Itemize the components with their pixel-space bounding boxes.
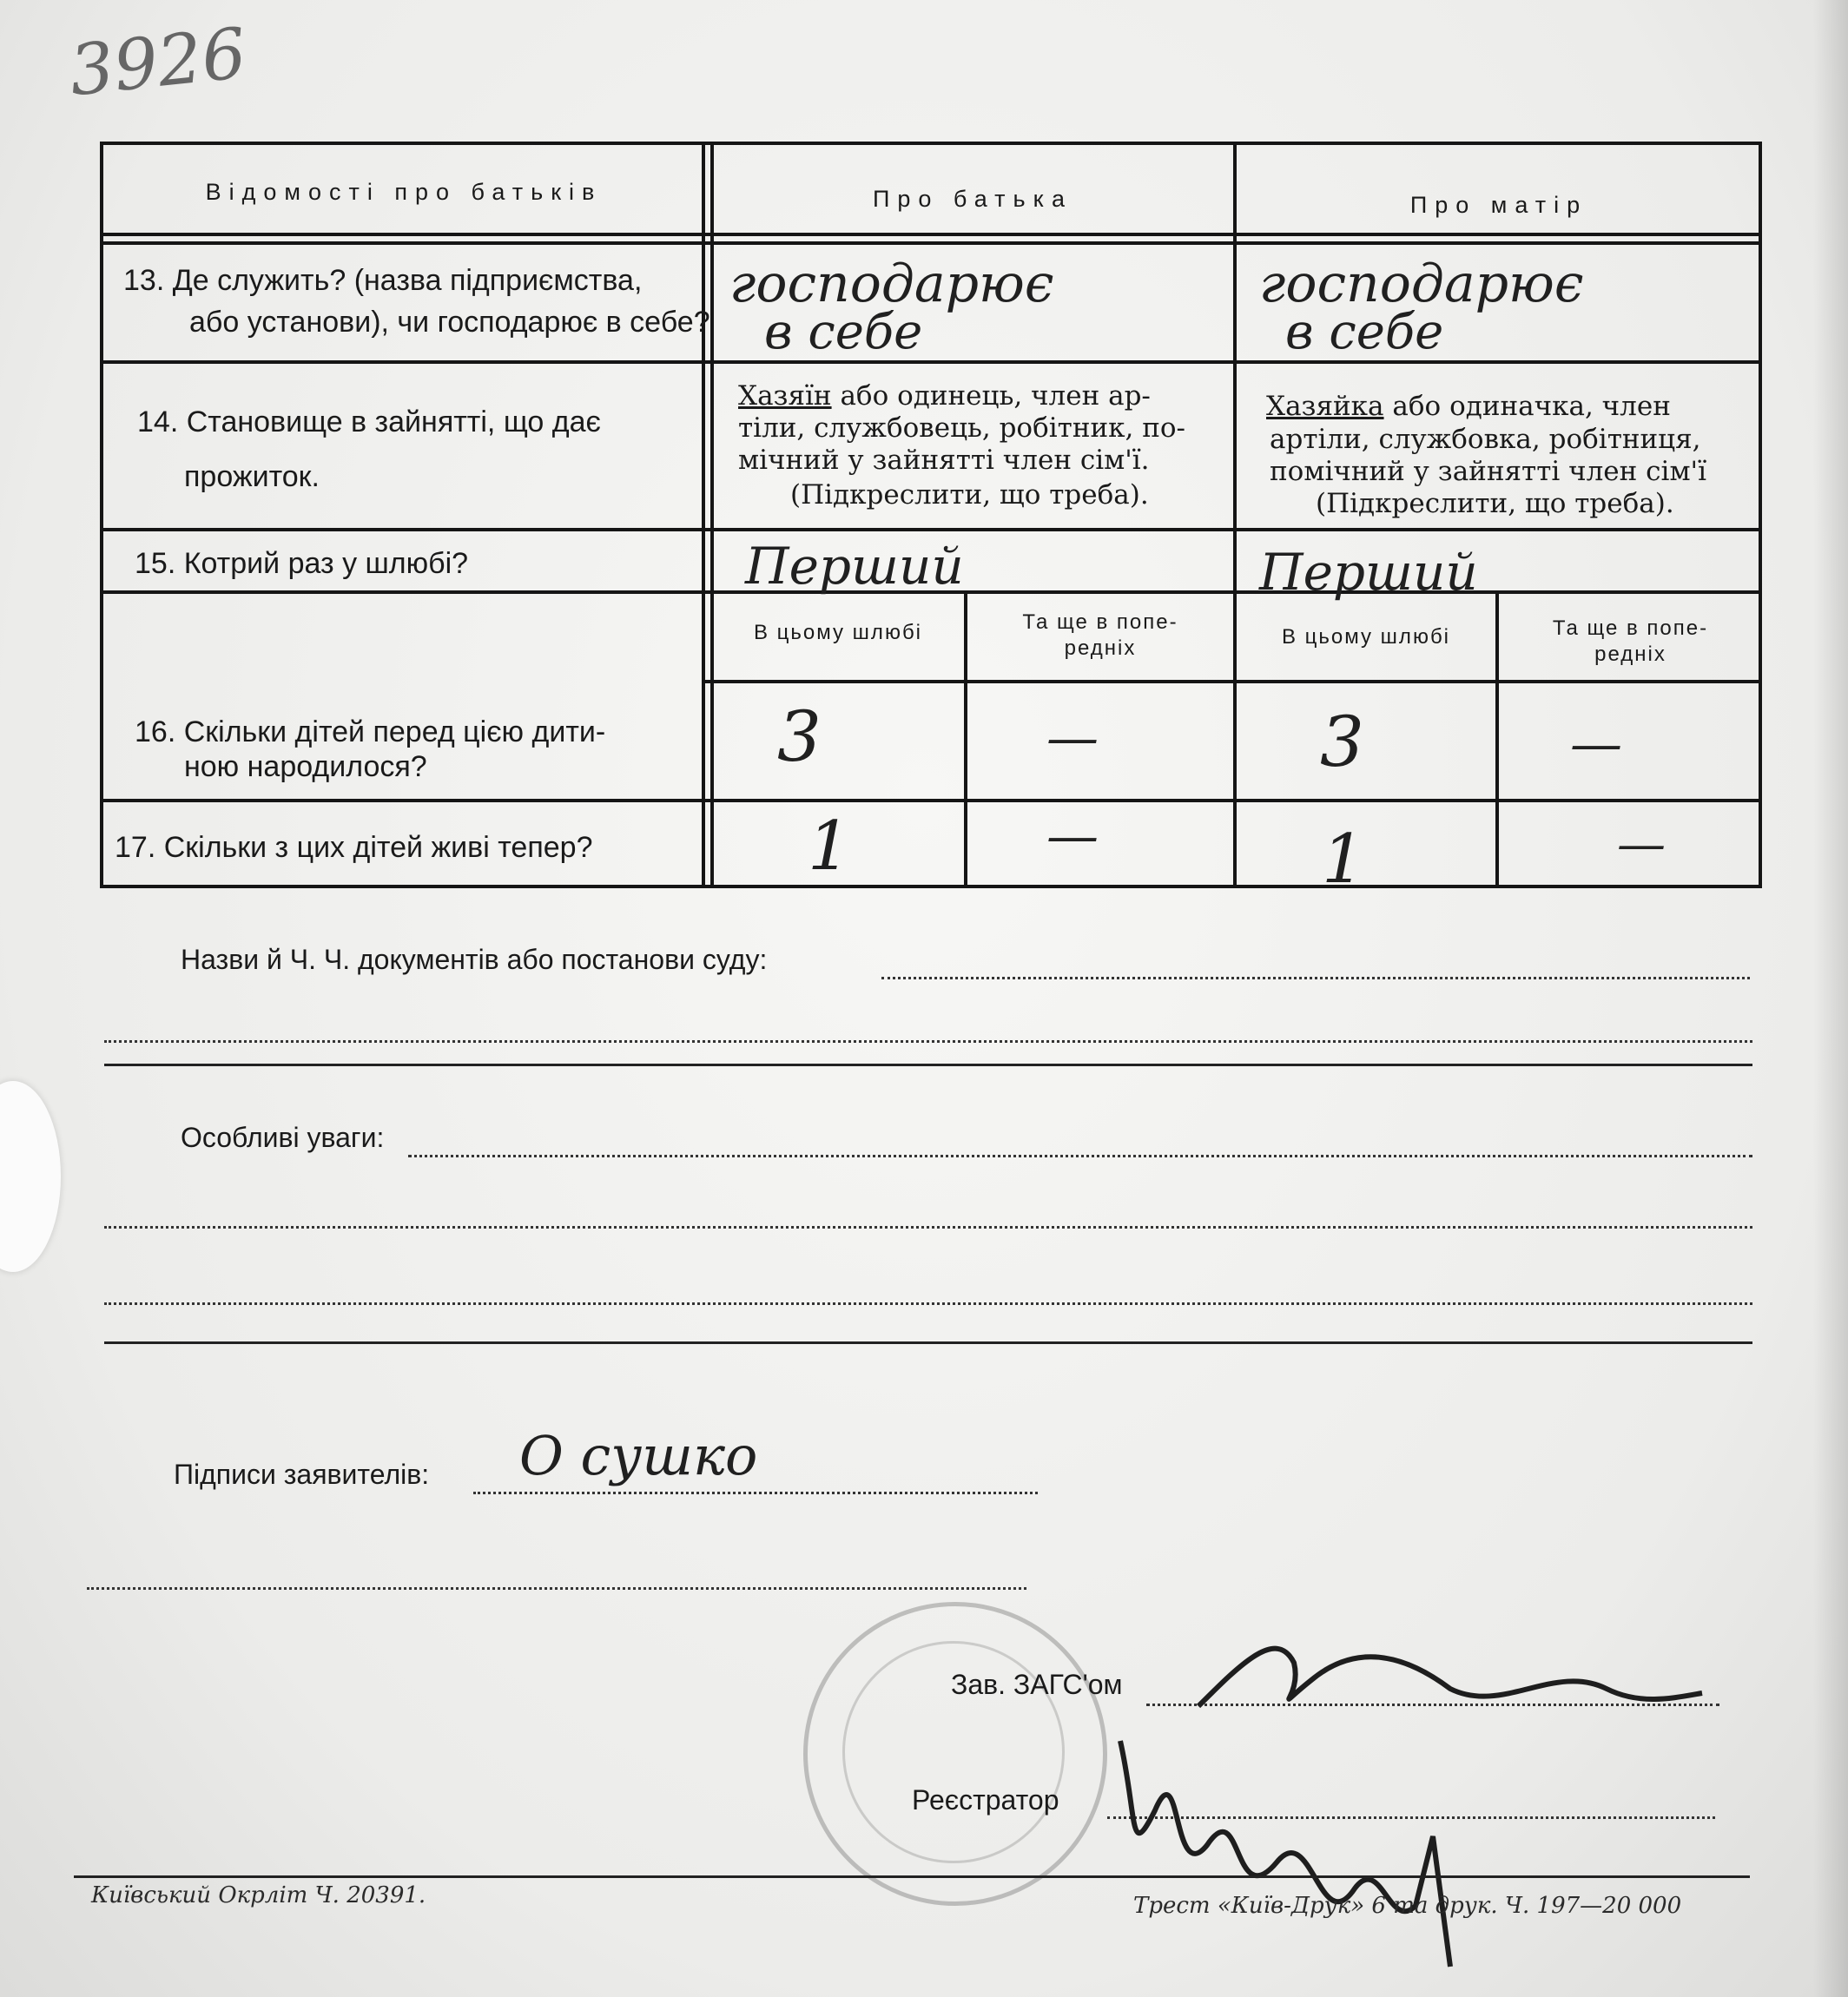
round-seal-stamp	[803, 1602, 1107, 1906]
row14-father-line1	[738, 380, 1151, 412]
row16-question-line2: ною народилося?	[184, 750, 427, 783]
row13-father-answer-line2: в себе	[764, 304, 923, 360]
row14-father-line3: мічний у зайнятті член сім'ї.	[738, 445, 1150, 476]
subheader-mother-this-marriage: В цьому шлюбі	[1281, 625, 1451, 649]
remarks-label: Особливі уваги:	[181, 1122, 385, 1153]
row14-mother-line2: артіли, службовка, робітниця,	[1270, 424, 1701, 455]
row13-question-line1: 13. Де служить? (назва підприємства,	[123, 264, 643, 297]
signature-field-line-2	[87, 1587, 1026, 1590]
header-father: Про батька	[872, 186, 1073, 212]
subheader-father-previous-line1: Та ще в попе-	[1022, 610, 1178, 634]
row15-mother-answer: Перший	[1259, 543, 1478, 602]
row14-question-line1: 14. Становище в зайнятті, що дає	[137, 405, 601, 438]
col-divider-mother-sub	[1495, 590, 1499, 888]
documents-field-line-2	[104, 1040, 1752, 1043]
subheader-father-this-marriage: В цьому шлюбі	[753, 621, 923, 644]
rule-row16	[100, 799, 1762, 802]
zags-head-signature-mark	[1190, 1611, 1711, 1732]
row17-mother-this: 1	[1322, 821, 1365, 899]
applicant-signature: О сушко	[519, 1424, 758, 1487]
col-divider-1-double	[710, 142, 714, 888]
row16-father-this: 3	[777, 696, 822, 777]
remarks-field-line-1	[408, 1155, 1752, 1157]
remarks-solid-rule	[104, 1341, 1752, 1344]
row16-father-prev: —	[1046, 708, 1099, 768]
row14-mother-line4: (Підкреслити, що треба).	[1316, 488, 1674, 519]
paper-edge-shadow	[1813, 0, 1848, 1997]
footer-rule	[74, 1875, 1750, 1878]
row17-father-prev: —	[1046, 806, 1099, 867]
signatures-label: Підписи заявителів:	[174, 1459, 430, 1490]
remarks-field-line-2	[104, 1226, 1752, 1229]
subheader-mother-previous-line2: редніх	[1594, 643, 1666, 666]
row14-father-line4: (Підкреслити, що треба).	[790, 479, 1149, 511]
rule-header-double	[100, 241, 1762, 245]
row17-father-this: 1	[808, 807, 851, 886]
row13-mother-answer-line2: в себе	[1285, 304, 1444, 360]
row13-mother-answer-line1: господарює	[1259, 254, 1584, 314]
documents-solid-rule	[104, 1064, 1752, 1066]
rule-row14	[100, 528, 1762, 531]
row17-mother-prev: —	[1617, 816, 1666, 873]
header-mother: Про матір	[1409, 192, 1588, 218]
row14-father-rest: або одинець, член ар-	[831, 380, 1151, 412]
row17-question: 17. Скільки з цих дітей живі тепер?	[115, 831, 593, 864]
row14-mother-line1	[1266, 391, 1671, 422]
zags-head-label: Зав. ЗАГС'ом	[951, 1669, 1123, 1700]
remarks-field-line-3	[104, 1302, 1752, 1305]
registrar-label: Реєстратор	[912, 1784, 1059, 1816]
row16-mother-prev: —	[1570, 714, 1622, 774]
row14-question-line2: прожиток.	[184, 460, 320, 493]
registrar-signature-mark	[1103, 1715, 1485, 1975]
header-parents-info: Відомості про батьків	[205, 179, 603, 205]
row14-father-line2: тіли, службовець, робітник, по-	[738, 412, 1186, 444]
rule-header	[100, 233, 1762, 236]
documents-label: Назви й Ч. Ч. документів або постанови суду:	[181, 944, 768, 975]
row15-father-answer: Перший	[745, 537, 964, 596]
row14-mother-rest: або одиначка, член	[1383, 391, 1671, 422]
rule-row13	[100, 360, 1762, 364]
col-divider-father-sub	[964, 590, 967, 888]
row14-father-underlined: Хазяїн	[738, 380, 832, 412]
row16-mother-this: 3	[1320, 702, 1364, 782]
footer-printer-left: Київський Окрліт Ч. 20391.	[91, 1882, 426, 1908]
archive-number: 3926	[65, 12, 250, 112]
subheader-father-previous-line2: редніх	[1064, 636, 1137, 660]
row14-mother-underlined: Хазяйка	[1266, 391, 1384, 422]
signature-field-line-1	[473, 1492, 1038, 1494]
col-divider-2	[1233, 142, 1237, 888]
row16-question-line1: 16. Скільки дітей перед цією дити-	[135, 715, 606, 748]
row13-question-line2: або установи), чи господарює в себе?	[189, 306, 710, 339]
row15-question: 15. Котрий раз у шлюбі?	[135, 547, 469, 580]
subheader-mother-previous-line1: Та ще в попе-	[1552, 616, 1709, 640]
row13-father-answer-line1: господарює	[729, 254, 1054, 314]
row14-mother-line3: помічний у зайнятті член сім'ї	[1270, 456, 1706, 487]
col-divider-1	[702, 142, 705, 888]
footer-printer-right: Трест «Київ-Друк» 6 та друк. Ч. 197—20 000	[1133, 1893, 1682, 1919]
documents-field-line	[881, 977, 1750, 979]
